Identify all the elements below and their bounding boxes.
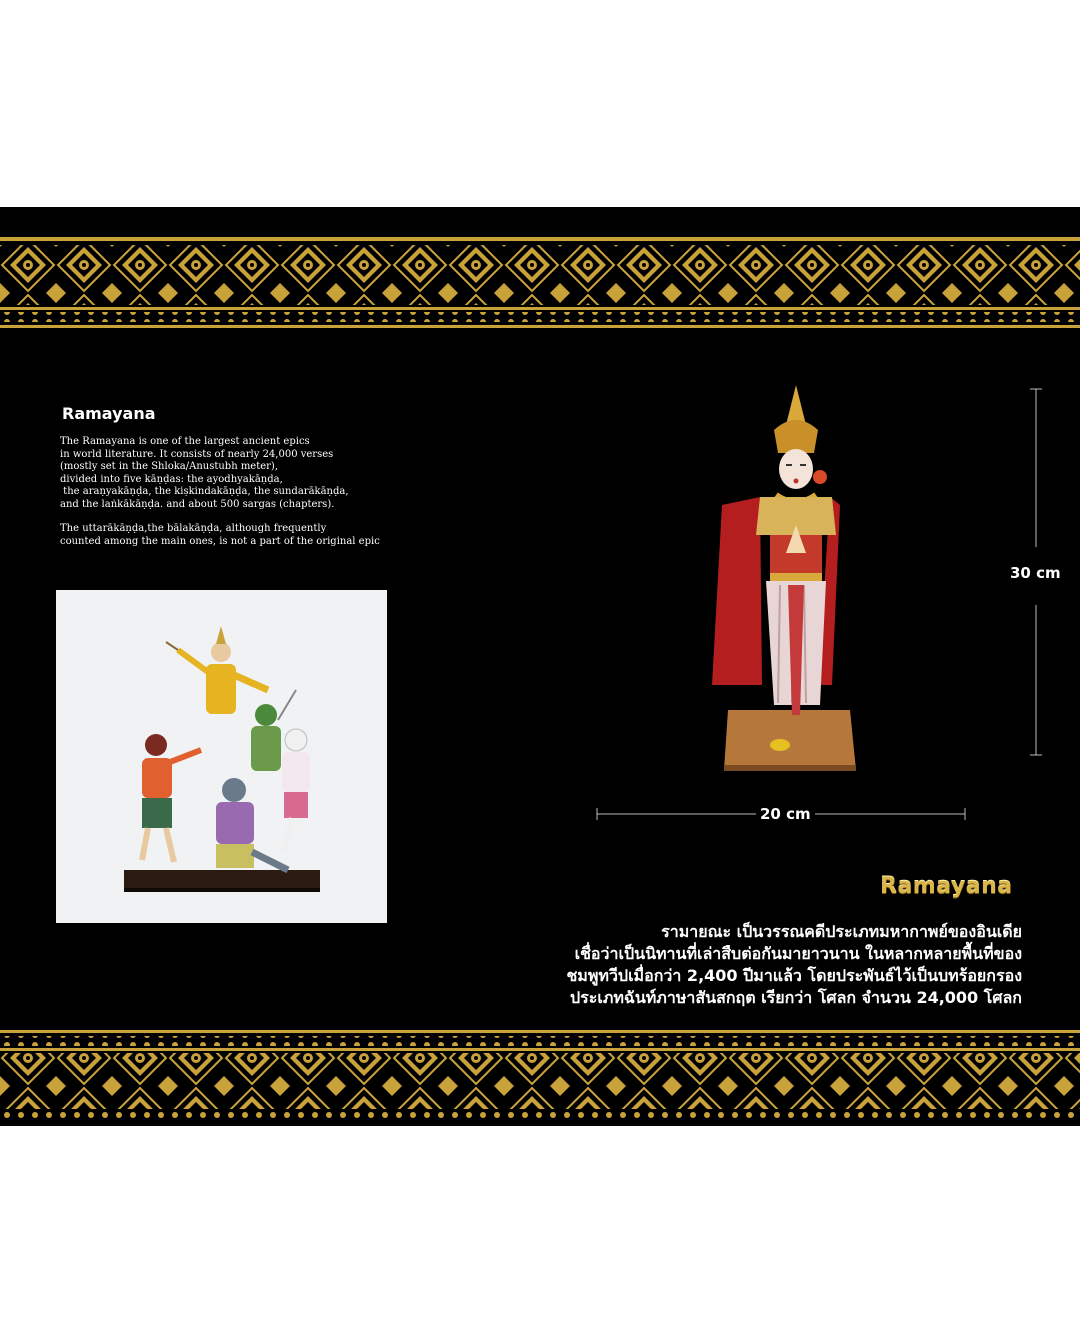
thai-pattern-border-top <box>0 237 1080 329</box>
left-description <box>60 436 400 548</box>
khon-figures-photo <box>56 590 387 923</box>
khon-group-illustration <box>56 590 387 923</box>
thai-line: ประเภทฉันท์ภาษาสันสกฤต เรียกว่า โศลก จำนวน 24,000 โศลก <box>570 988 1022 1007</box>
thai-description <box>422 921 1022 1009</box>
height-label: 30 cm <box>1006 564 1065 582</box>
dancer-doll-illustration <box>700 385 870 775</box>
width-label: 20 cm <box>756 805 815 823</box>
brochure-panel <box>0 207 1080 1126</box>
left-title: Ramayana <box>62 404 156 423</box>
dancer-doll-photo <box>700 385 870 775</box>
description-paragraph-2: The uttarākāṇḍa,the bālakāṇḍa, although frequently counted among the main ones, is not a part of the original epic <box>60 523 380 547</box>
description-paragraph-1: The Ramayana is one of the largest ancient epics in world literature. It consists of nearly 24,000 verses (mostly set in the Shloka/Anustubh meter), divided into five kāṇḍas: the ayodhyakāṇḍa, the araṇyakāṇḍa, the kiṣkindakāṇḍa, the sundarākāṇḍa, and the laṅkākāṇḍa. and about 500 sargas (chapters). <box>60 436 349 510</box>
thai-line: รามายณะ เป็นวรรณคดีประเภทมหากาพย์ของอินเดีย <box>661 922 1022 941</box>
thai-line: ชมพูทวีปเมื่อกว่า 2,400 ปีมาแล้ว โดยประพันธ์ไว้เป็นบทร้อยกรอง <box>566 966 1022 985</box>
brand-title: Ramayana <box>880 874 1013 899</box>
thai-pattern-border-bottom <box>0 1030 1080 1122</box>
thai-line: เชื่อว่าเป็นนิทานที่เล่าสืบต่อกันมายาวนาน ในหลากหลายพื้นที่ของ <box>574 944 1022 963</box>
